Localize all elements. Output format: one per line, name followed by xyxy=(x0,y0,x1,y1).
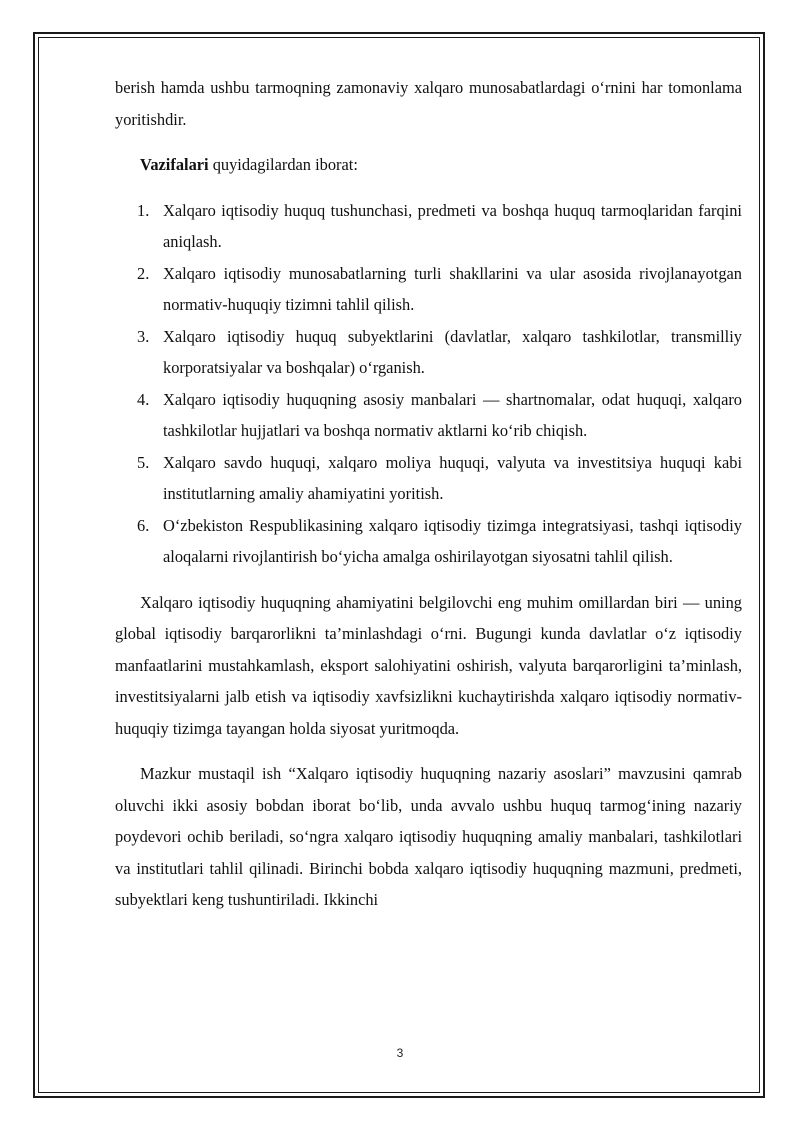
tasks-heading xyxy=(115,149,742,181)
tasks-heading-bold: Vazifalari xyxy=(140,155,209,174)
list-item: Xalqaro savdo huquqi, xalqaro moliya huquqi, valyuta va investitsiya huquqi kabi institutlarning amaliy ahamiyatini yoritish. xyxy=(163,452,742,503)
list-item: Xalqaro iqtisodiy huquqning asosiy manbalari — shartnomalar, odat huquqi, xalqaro tashkilotlar hujjatlari va boshqa normativ aktlarni ko‘rib chiqish. xyxy=(163,389,742,440)
list-item: Xalqaro iqtisodiy huquq subyektlarini (davlatlar, xalqaro tashkilotlar, transmilliy korporatsiyalar va boshqalar) o‘rganish. xyxy=(163,326,742,377)
tasks-list xyxy=(115,195,742,573)
paragraph-importance: Xalqaro iqtisodiy huquqning ahamiyatini belgilovchi eng muhim omillardan biri — uning global iqtisodiy barqarorlikni ta’minlashdagi o‘rni. Bugungi kunda davlatlar o‘z iqtisodiy manfaatlarini mustahkamlash, eksport salohiyatini oshirish, valyuta barqarorligini ta’minlash, investitsiyalarni jalb etish va iqtisodiy xavfsizlikni kuchaytirishda xalqaro iqtisodiy normativ-huquqiy tizimga tayangan holda siyosat yuritmoqda. xyxy=(115,592,742,738)
page-number: 3 xyxy=(396,1046,404,1060)
list-item: Xalqaro iqtisodiy huquq tushunchasi, predmeti va boshqa huquq tarmoqlaridan farqini aniqlash. xyxy=(163,200,742,251)
list-item: Xalqaro iqtisodiy munosabatlarning turli shakllarini va ular asosida rivojlanayotgan normativ-huquqiy tizimni tahlil qilish. xyxy=(163,263,742,314)
document-body xyxy=(115,72,742,916)
paragraph-continuation: berish hamda ushbu tarmoqning zamonaviy xalqaro munosabatlardagi o‘rnini har tomonlama yoritishdir. xyxy=(115,78,742,129)
tasks-heading-rest: quyidagilardan iborat: xyxy=(208,155,358,174)
list-item: O‘zbekiston Respublikasining xalqaro iqtisodiy tizimga integratsiyasi, tashqi iqtisodiy aloqalarni rivojlantirish bo‘yicha amalga oshirilayotgan siyosatni tahlil qilish. xyxy=(163,515,742,566)
paragraph-structure: Mazkur mustaqil ish “Xalqaro iqtisodiy huquqning nazariy asoslari” mavzusini qamrab oluvchi ikki asosiy bobdan iborat bo‘lib, unda avvalo ushbu huquq tarmog‘ining nazariy poydevori ochib beriladi, so‘ngra xalqaro iqtisodiy huquqning amaliy manbalari, tashkilotlari va institutlari tahlil qilinadi. Birinchi bobda xalqaro iqtisodiy huquqning mazmuni, predmeti, subyektlari keng tushuntiriladi. Ikkinchi xyxy=(115,764,742,909)
